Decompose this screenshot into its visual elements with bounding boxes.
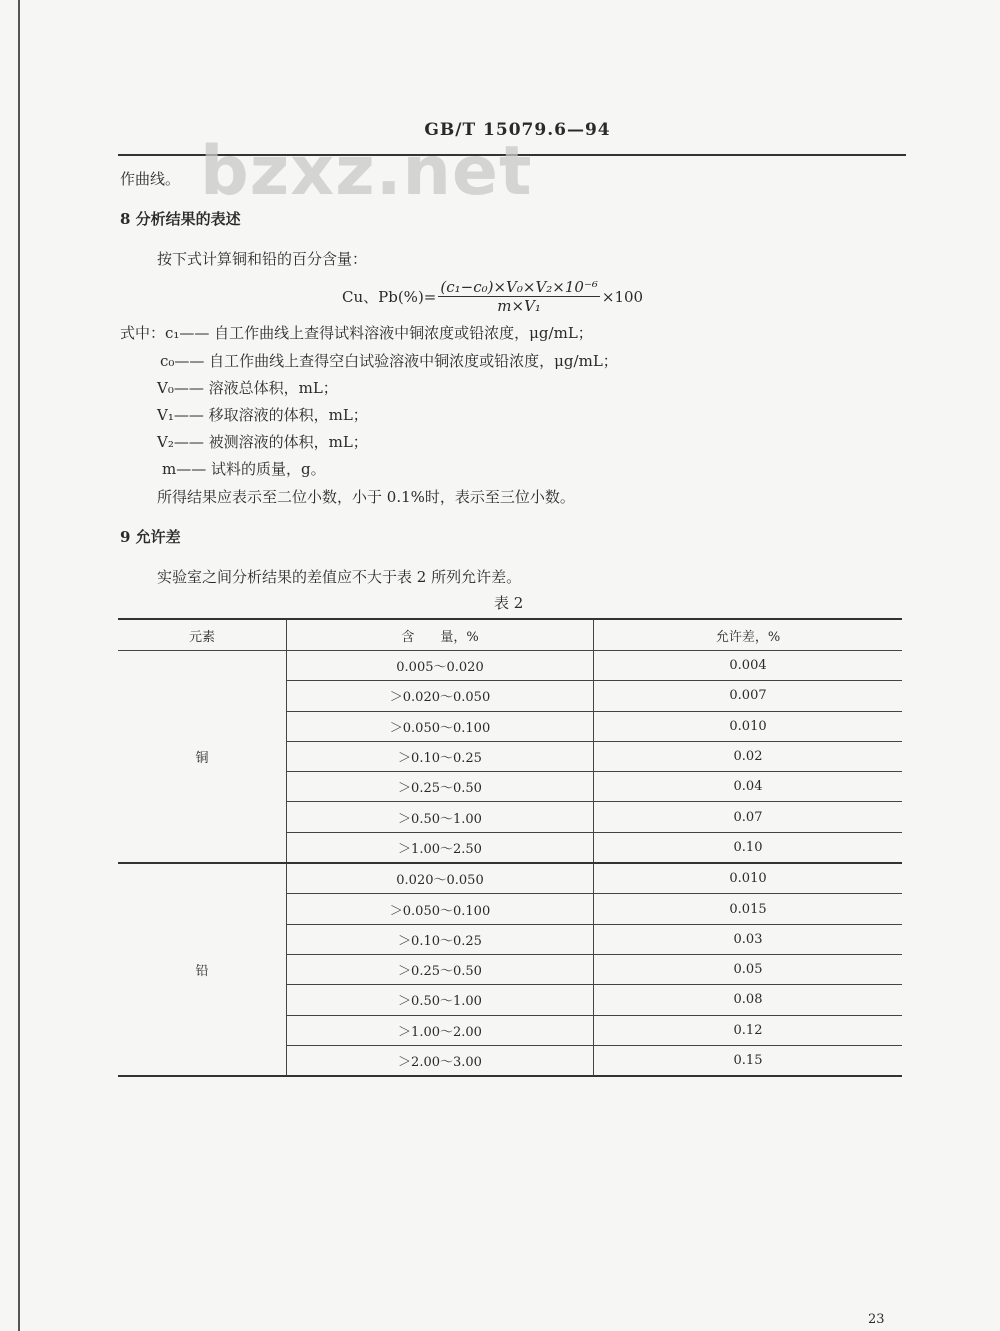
section-9-intro: 实验室之间分析结果的差值应不大于表 2 所列允许差。 xyxy=(157,568,522,586)
where-line: c₀—— 自工作曲线上查得空白试验溶液中铜浓度或铅浓度，μg/mL； xyxy=(160,352,618,370)
content-range-cell: ＞0.050～0.100 xyxy=(287,894,594,924)
tolerance-cell: 0.04 xyxy=(594,772,903,802)
header-tolerance: 允许差，% xyxy=(594,619,903,651)
content-range-cell: ＞0.50～1.00 xyxy=(287,985,594,1015)
tolerance-table xyxy=(118,618,902,1077)
continuation-text: 作曲线。 xyxy=(120,170,181,188)
table-row xyxy=(118,863,902,894)
scan-edge-line xyxy=(18,0,20,1331)
tolerance-cell: 0.010 xyxy=(594,711,903,741)
content-range-cell: ＞0.020～0.050 xyxy=(287,681,594,711)
content-range-cell: ＞0.10～0.25 xyxy=(287,924,594,954)
header-element: 元素 xyxy=(118,619,287,651)
where-line: V₂—— 被测溶液的体积，mL； xyxy=(157,433,368,451)
content-range-cell: 0.020～0.050 xyxy=(287,863,594,894)
section-8-intro: 按下式计算铜和铅的百分含量： xyxy=(157,250,368,268)
formula-denominator: m×V₁ xyxy=(497,297,541,315)
tolerance-cell: 0.015 xyxy=(594,894,903,924)
tolerance-cell: 0.007 xyxy=(594,681,903,711)
section-9-title: 9 允许差 xyxy=(120,528,181,546)
where-line: 式中：c₁—— 自工作曲线上查得试料溶液中铜浓度或铅浓度，μg/mL； xyxy=(120,324,593,342)
content-range-cell: ＞0.25～0.50 xyxy=(287,772,594,802)
standard-number-header: GB/T 15079.6—94 xyxy=(424,120,611,140)
formula-lhs: Cu、Pb(%)= xyxy=(342,288,437,306)
content-range-cell: ＞2.00～3.00 xyxy=(287,1045,594,1076)
content-range-cell: ＞1.00～2.50 xyxy=(287,832,594,863)
section-8-title: 8 分析结果的表述 xyxy=(120,210,241,228)
formula-numerator: (c₁−c₀)×V₀×V₂×10⁻⁶ xyxy=(440,278,598,296)
content-range-cell: ＞0.50～1.00 xyxy=(287,802,594,832)
table-row xyxy=(118,651,902,681)
content-range-cell: ＞1.00～2.00 xyxy=(287,1015,594,1045)
content-range-cell: ＞0.10～0.25 xyxy=(287,741,594,771)
tolerance-cell: 0.004 xyxy=(594,651,903,681)
element-cell: 铅 xyxy=(118,863,287,1076)
where-line: m—— 试料的质量，g。 xyxy=(162,460,326,478)
rounding-note: 所得结果应表示至二位小数，小于 0.1%时，表示至三位小数。 xyxy=(157,488,575,506)
tolerance-cell: 0.010 xyxy=(594,863,903,894)
table-caption: 表 2 xyxy=(494,594,524,612)
watermark: bzxz.net xyxy=(200,132,533,211)
tolerance-cell: 0.02 xyxy=(594,741,903,771)
where-line: V₁—— 移取溶液的体积，mL； xyxy=(157,406,368,424)
where-line: V₀—— 溶液总体积，mL； xyxy=(157,379,338,397)
content-range-cell: 0.005～0.020 xyxy=(287,651,594,681)
content-range-cell: ＞0.050～0.100 xyxy=(287,711,594,741)
tolerance-cell: 0.08 xyxy=(594,985,903,1015)
tolerance-cell: 0.03 xyxy=(594,924,903,954)
tolerance-cell: 0.15 xyxy=(594,1045,903,1076)
element-cell: 铜 xyxy=(118,651,287,864)
tolerance-cell: 0.07 xyxy=(594,802,903,832)
formula-tail: ×100 xyxy=(601,287,644,306)
tolerance-cell: 0.05 xyxy=(594,954,903,984)
header-content: 含 量，% xyxy=(287,619,594,651)
content-range-cell: ＞0.25～0.50 xyxy=(287,954,594,984)
page-number: 23 xyxy=(868,1312,885,1327)
tolerance-cell: 0.12 xyxy=(594,1015,903,1045)
formula xyxy=(342,278,643,315)
tolerance-cell: 0.10 xyxy=(594,832,903,863)
